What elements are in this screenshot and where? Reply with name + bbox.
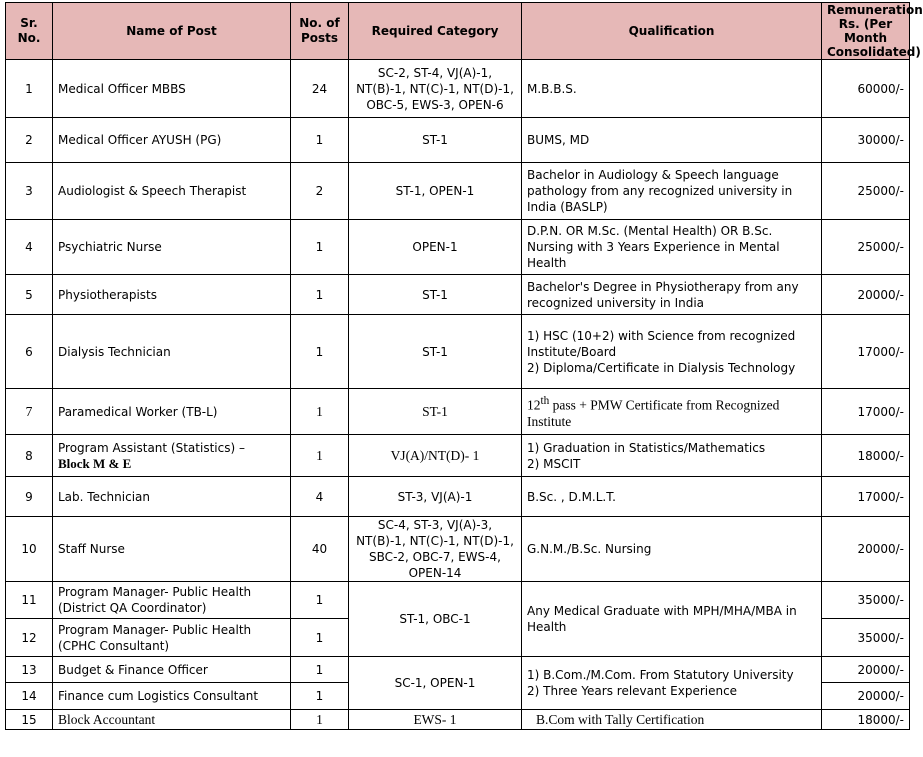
cell-posts: 40 xyxy=(291,517,349,582)
cell-posts: 2 xyxy=(291,163,349,220)
table-row xyxy=(6,657,910,683)
cell-posts: 1 xyxy=(291,657,349,683)
header-no-of-posts: No. of Posts xyxy=(291,3,349,60)
cell-remuneration: 35000/- xyxy=(822,582,910,619)
cell-category-merged: ST-1, OBC-1 xyxy=(349,582,522,657)
cell-sr: 6 xyxy=(6,315,53,389)
cell-posts: 1 xyxy=(291,315,349,389)
cell-sr: 2 xyxy=(6,118,53,163)
table-row xyxy=(6,163,910,220)
table-row xyxy=(6,60,910,118)
cell-remuneration: 60000/- xyxy=(822,60,910,118)
cell-category: SC-2, ST-4, VJ(A)-1, NT(B)-1, NT(C)-1, NT(D)-1, OBC-5, EWS-3, OPEN-6 xyxy=(349,60,522,118)
qualification-text: pass + PMW Certificate from Recognized Institute xyxy=(527,397,780,429)
cell-remuneration: 17000/- xyxy=(822,315,910,389)
cell-post-name: Staff Nurse xyxy=(53,517,291,582)
table-row xyxy=(6,435,910,477)
cell-post-name: Block Accountant xyxy=(53,710,291,730)
cell-category: EWS- 1 xyxy=(349,710,522,730)
cell-sr: 13 xyxy=(6,657,53,683)
cell-posts: 1 xyxy=(291,118,349,163)
cell-posts: 1 xyxy=(291,220,349,275)
cell-post-name: Finance cum Logistics Consultant xyxy=(53,683,291,710)
cell-sr: 4 xyxy=(6,220,53,275)
cell-post-name: Budget & Finance Officer xyxy=(53,657,291,683)
cell-category-merged: SC-1, OPEN-1 xyxy=(349,657,522,710)
cell-sr: 14 xyxy=(6,683,53,710)
cell-post-name: Medical Officer AYUSH (PG) xyxy=(53,118,291,163)
cell-qualification: B.Com with Tally Certification xyxy=(522,710,822,730)
table-row xyxy=(6,710,910,730)
cell-posts: 1 xyxy=(291,389,349,435)
qualification-superscript: th xyxy=(540,395,550,408)
post-name-text: Program Assistant (Statistics) – xyxy=(58,440,245,455)
header-required-category: Required Category xyxy=(349,3,522,60)
cell-qualification-merged: 1) B.Com./M.Com. From Statutory University 2) Three Years relevant Experience xyxy=(522,657,822,710)
cell-post-name xyxy=(53,435,291,477)
posts-table xyxy=(5,2,923,730)
cell-posts: 1 xyxy=(291,710,349,730)
cell-qualification: 1) Graduation in Statistics/Mathematics 2) MSCIT xyxy=(522,435,822,477)
cell-remuneration: 20000/- xyxy=(822,657,910,683)
header-name-of-post: Name of Post xyxy=(53,3,291,60)
table-row xyxy=(6,275,910,315)
cell-remuneration: 25000/- xyxy=(822,163,910,220)
header-row xyxy=(6,3,910,60)
cell-post-name: Audiologist & Speech Therapist xyxy=(53,163,291,220)
cell-posts: 1 xyxy=(291,275,349,315)
post-name-bold: Block M & E xyxy=(58,455,132,471)
cell-category: VJ(A)/NT(D)- 1 xyxy=(349,435,522,477)
table-row xyxy=(6,220,910,275)
cell-sr: 8 xyxy=(6,435,53,477)
table-row xyxy=(6,389,910,435)
cell-sr: 15 xyxy=(6,710,53,730)
cell-posts: 1 xyxy=(291,435,349,477)
cell-sr: 12 xyxy=(6,619,53,657)
qualification-text: 12 xyxy=(527,397,541,413)
cell-remuneration: 20000/- xyxy=(822,517,910,582)
cell-qualification xyxy=(522,389,822,435)
cell-post-name: Program Manager- Public Health (CPHC Consultant) xyxy=(53,619,291,657)
cell-qualification: 1) HSC (10+2) with Science from recognized Institute/Board 2) Diploma/Certificate in Dialysis Technology xyxy=(522,315,822,389)
cell-category: OPEN-1 xyxy=(349,220,522,275)
cell-remuneration: 17000/- xyxy=(822,477,910,517)
cell-posts: 1 xyxy=(291,683,349,710)
cell-sr: 11 xyxy=(6,582,53,619)
cell-post-name: Physiotherapists xyxy=(53,275,291,315)
table-row xyxy=(6,118,910,163)
table-row xyxy=(6,517,910,582)
cell-qualification: B.Sc. , D.M.L.T. xyxy=(522,477,822,517)
cell-remuneration: 20000/- xyxy=(822,275,910,315)
cell-remuneration: 18000/- xyxy=(822,435,910,477)
cell-posts: 1 xyxy=(291,619,349,657)
cell-category: ST-1 xyxy=(349,118,522,163)
cell-posts: 1 xyxy=(291,582,349,619)
table-row xyxy=(6,477,910,517)
cell-post-name: Paramedical Worker (TB-L) xyxy=(53,389,291,435)
cell-sr: 3 xyxy=(6,163,53,220)
cell-post-name: Psychiatric Nurse xyxy=(53,220,291,275)
cell-remuneration: 17000/- xyxy=(822,389,910,435)
cell-remuneration: 30000/- xyxy=(822,118,910,163)
cell-qualification: Bachelor in Audiology & Speech language pathology from any recognized university in India (BASLP) xyxy=(522,163,822,220)
cell-qualification: D.P.N. OR M.Sc. (Mental Health) OR B.Sc. Nursing with 3 Years Experience in Mental Health xyxy=(522,220,822,275)
cell-posts: 4 xyxy=(291,477,349,517)
cell-category: ST-3, VJ(A)-1 xyxy=(349,477,522,517)
cell-category: ST-1 xyxy=(349,275,522,315)
cell-category: ST-1 xyxy=(349,389,522,435)
cell-category: ST-1, OPEN-1 xyxy=(349,163,522,220)
cell-sr: 5 xyxy=(6,275,53,315)
cell-remuneration: 20000/- xyxy=(822,683,910,710)
cell-category: SC-4, ST-3, VJ(A)-3, NT(B)-1, NT(C)-1, NT(D)-1, SBC-2, OBC-7, EWS-4, OPEN-14 xyxy=(349,517,522,582)
cell-sr: 1 xyxy=(6,60,53,118)
header-qualification: Qualification xyxy=(522,3,822,60)
cell-qualification: BUMS, MD xyxy=(522,118,822,163)
header-sr-no: Sr. No. xyxy=(6,3,53,60)
header-remuneration: Remuneration Rs. (Per Month Consolidated) xyxy=(822,3,910,60)
table-row xyxy=(6,315,910,389)
cell-sr: 7 xyxy=(6,389,53,435)
cell-remuneration: 18000/- xyxy=(822,710,910,730)
cell-post-name: Dialysis Technician xyxy=(53,315,291,389)
cell-sr: 9 xyxy=(6,477,53,517)
cell-posts: 24 xyxy=(291,60,349,118)
cell-remuneration: 35000/- xyxy=(822,619,910,657)
cell-post-name: Medical Officer MBBS xyxy=(53,60,291,118)
cell-sr: 10 xyxy=(6,517,53,582)
cell-qualification: Bachelor's Degree in Physiotherapy from any recognized university in India xyxy=(522,275,822,315)
cell-category: ST-1 xyxy=(349,315,522,389)
cell-post-name: Lab. Technician xyxy=(53,477,291,517)
cell-qualification-merged: Any Medical Graduate with MPH/MHA/MBA in Health xyxy=(522,582,822,657)
table-row xyxy=(6,582,910,619)
cell-remuneration: 25000/- xyxy=(822,220,910,275)
cell-post-name: Program Manager- Public Health (District QA Coordinator) xyxy=(53,582,291,619)
cell-qualification: G.N.M./B.Sc. Nursing xyxy=(522,517,822,582)
cell-qualification: M.B.B.S. xyxy=(522,60,822,118)
